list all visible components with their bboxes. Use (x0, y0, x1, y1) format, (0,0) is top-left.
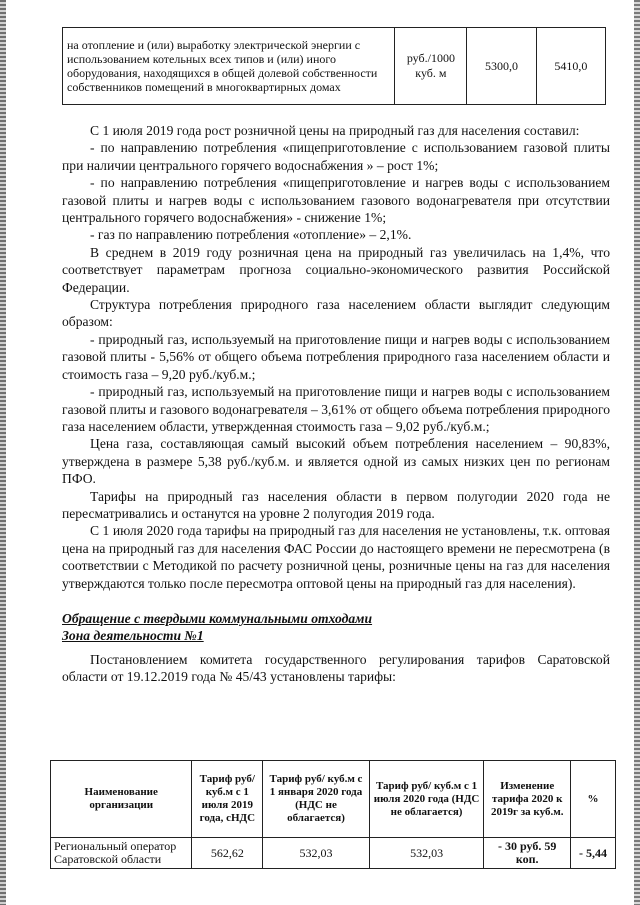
paragraph: С 1 июля 2019 года рост розничной цены на природный газ для населения составил: (90, 123, 580, 138)
paragraph: - газ по направлению потребления «отопление» – 2,1%. (90, 227, 412, 243)
percent-cell: - 5,44 (571, 838, 616, 869)
column-header-tariff-jul-2020: Тариф руб/ куб.м с 1 июля 2020 года (НДС не облагается) (369, 761, 484, 838)
unit-cell: руб./1000 куб. м (395, 28, 467, 105)
tariff-2019-cell: 562,62 (192, 838, 263, 869)
gas-price-table (62, 27, 606, 105)
column-header-tariff-jan-2020: Тариф руб/ куб.м с 1 января 2020 года (НДС не облагается) (263, 761, 370, 838)
body-text (62, 122, 610, 686)
org-cell: Региональный оператор Саратовской области (51, 838, 192, 869)
paragraph: Структура потребления природного газа населением области выглядит следующим образом: (62, 297, 610, 330)
section-heading: Обращение с твердыми коммунальными отходами (62, 610, 373, 626)
tariff-jan-2020-cell: 532,03 (263, 838, 370, 869)
paragraph: С 1 июля 2020 года тарифы на природный газ для населения не установлены, т.к. оптовая цена на природный газ для населения ФАС России до настоящего времени не пересмотрена (в соответствии с Методикой по расчету розничной цены, розничные цены на газ для населения утверждаются только после пересмотра оптовой цены на природный газ для населения). (62, 523, 610, 591)
section-subheading: Зона деятельности №1 (62, 628, 204, 644)
consumption-direction-cell: на отопление и (или) выработку электрической энергии с использованием котельных всех типов и (или) иного оборудования, находящихся в общей долевой собственности собственников помещений в многоквартирных домах (63, 28, 395, 105)
paragraph: - природный газ, используемый на приготовление пищи и нагрев воды с использованием газовой плиты - 5,56% от общего объема потребления природного газа населением области и стоимость газа – 9,20 руб./куб.м.; (62, 331, 610, 382)
table-header-row (51, 761, 616, 838)
price-cell-1: 5300,0 (467, 28, 536, 105)
paragraph: В среднем в 2019 году розничная цена на природный газ увеличилась на 1,4%, что соответствует параметрам прогноза социально-экономического развития Российской Федерации. (62, 244, 610, 295)
paragraph: Тарифы на природный газ населения области в первом полугодии 2020 года не пересматривались и останутся на уровне 2 полугодия 2019 года. (62, 488, 610, 521)
paragraph: Постановлением комитета государственного регулирования тарифов Саратовской области от 19.12.2019 года № 45/43 установлены тарифы: (62, 651, 610, 685)
paragraph: Цена газа, составляющая самый высокий объем потребления населением – 90,83%, утверждена в размере 5,38 руб./куб.м. и является одной из самых низких цен по регионам ПФО. (62, 436, 610, 487)
table-row (51, 838, 616, 869)
scan-edge-right (634, 0, 640, 905)
paragraph: - по направлению потребления «пищеприготовление и нагрев воды с использованием газовой плиты и нагрев воды с использованием газового водонагревателя при отсутствии центрального горячего водоснабжения» - снижение 1%; (62, 175, 610, 226)
waste-tariff-table (50, 760, 616, 869)
paragraph: - природный газ, используемый на приготовление пищи и нагрев воды с использованием газовой плиты и газового водонагревателя – 3,61% от общего объема потребления природного газа населением области, утвержденная стоимость газа – 9,02 руб./куб.м.; (62, 384, 610, 434)
tariff-jul-2020-cell: 532,03 (369, 838, 484, 869)
column-header-tariff-2019: Тариф руб/ куб.м с 1 июля 2019 года, сНДС (192, 761, 263, 838)
column-header-change: Изменение тарифа 2020 к 2019г за куб.м. (484, 761, 571, 838)
column-header-org: Наименование организации (51, 761, 192, 838)
scan-edge-left (0, 0, 6, 905)
column-header-percent: % (571, 761, 616, 838)
table-row (63, 28, 606, 105)
change-cell: - 30 руб. 59 коп. (484, 838, 571, 869)
paragraph: - по направлению потребления «пищеприготовление с использованием газовой плиты при наличии центрального горячего водоснабжения » – рост 1%; (62, 140, 610, 173)
price-cell-2: 5410,0 (536, 28, 605, 105)
